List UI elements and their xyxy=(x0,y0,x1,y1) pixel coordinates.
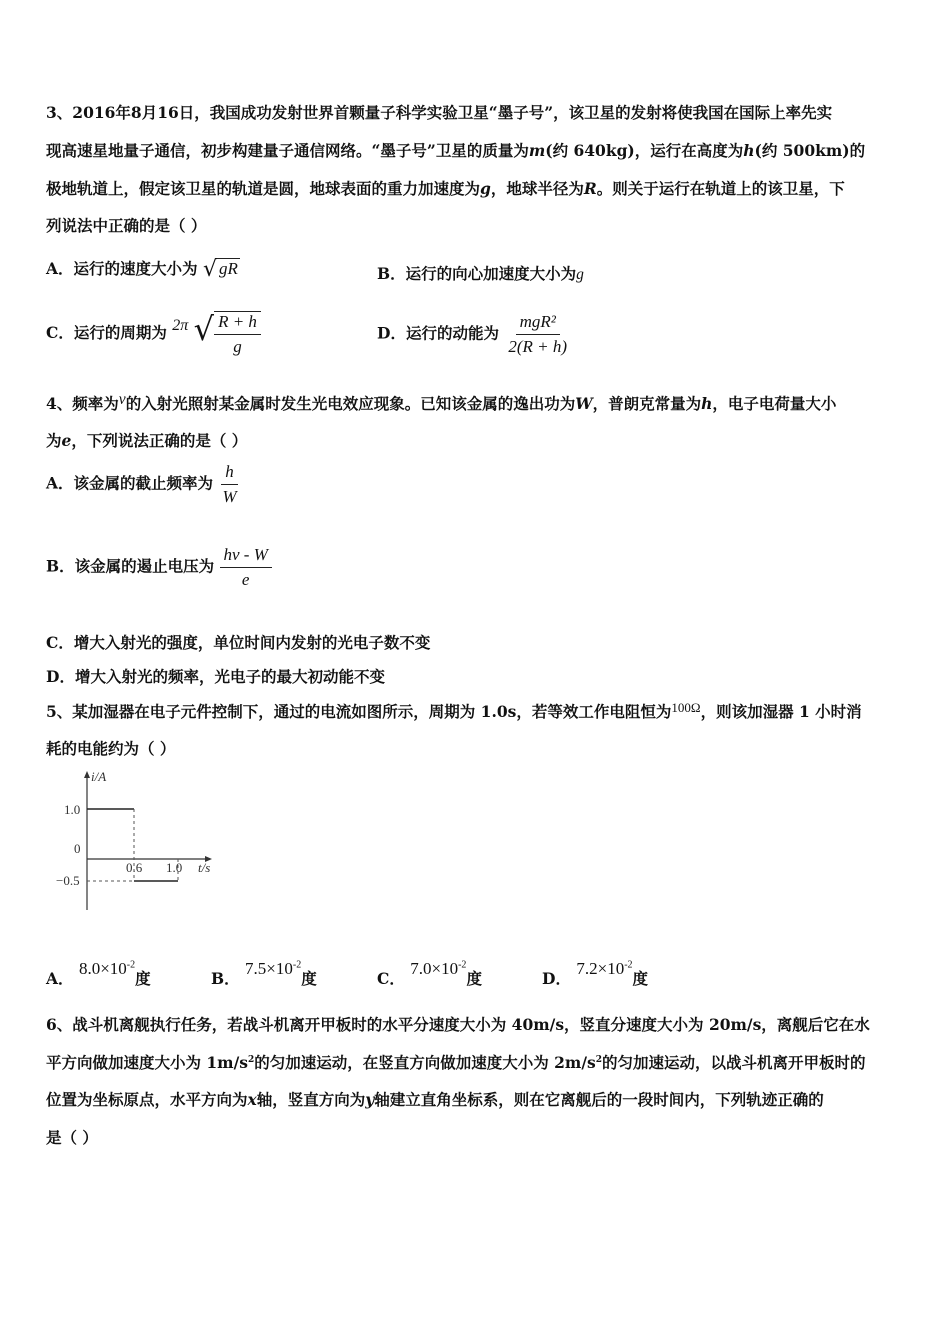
q6-line-2: 平方向做加速度大小为 $1m/s^2$的匀加速运动，在竖直方向做加速度大小为 $2m/s^2$的匀加速运动，以战斗机离开甲板时的 xyxy=(46,1053,866,1072)
q5-line-1: 5、某加湿器在电子元件控制下，通过的电流如图所示，周期为 1.0s，若等效工作电阻恒为$^{100\Omega}$，则该加湿器 1 小时消 xyxy=(46,700,862,721)
q5-option-b[interactable]: B． $7.5\times 10^{-2}$度 xyxy=(211,959,317,988)
y-tick-top: 1.0 xyxy=(64,802,81,817)
q4-option-d[interactable]: D．增大入射光的频率，光电子的最大初动能不变 xyxy=(46,667,385,686)
q5-option-d[interactable]: D． $7.2\times 10^{-2}$度 xyxy=(542,959,649,988)
q3-line-3: 极地轨道上，假定该卫星的轨道是圆，地球表面的重力加速度为g，地球半径为R。则关于运行在轨道上的该卫星，下 xyxy=(46,179,845,198)
q4-option-a-fraction: $\frac{h}{W}$ xyxy=(222,462,237,506)
x-tick-1: 0.6 xyxy=(126,860,143,875)
q3-option-b[interactable]: B．运行的向心加速度大小为g xyxy=(377,264,584,283)
q3-line-4: 列说法中正确的是（ ） xyxy=(46,216,207,235)
q4-line-2: 为e，下列说法正确的是（ ） xyxy=(46,431,248,450)
q3-option-d-fraction: $\frac{\text{mgR²}}{2(R + h)}$ xyxy=(508,312,568,356)
y-axis-arrow xyxy=(84,771,90,778)
q4-option-b-fraction: $\frac{h\nu - W}{e}$ xyxy=(220,545,272,590)
q3-option-a[interactable]: A．运行的速度大小为 √ gR xyxy=(46,257,238,282)
y-tick-zero: 0 xyxy=(74,841,81,856)
sqrt-symbol: √ xyxy=(193,310,215,348)
current-time-graph xyxy=(50,765,230,915)
q3-option-a-expr: gR xyxy=(218,259,238,278)
x-tick-2: 1.0 xyxy=(166,860,183,875)
sqrt-symbol: √ xyxy=(202,257,217,282)
q4-option-c[interactable]: C．增大入射光的强度，单位时间内发射的光电子数不变 xyxy=(46,633,431,652)
q4-option-a[interactable]: A．该金属的截止频率为 $\frac{h}{W}$ xyxy=(46,462,241,507)
q6-line-3: 位置为坐标原点，水平方向为x轴，竖直方向为y轴建立直角坐标系，则在它离舰后的一段时间内，下列轨迹正确的 xyxy=(46,1090,824,1109)
q6-line-1: 6、战斗机离舰执行任务，若战斗机离开甲板时的水平分速度大小为 40m/s，竖直分速度大小为 20m/s，离舰后它在水 xyxy=(46,1015,870,1034)
q5-option-a[interactable]: A． $8.0\times 10^{-2}$度 xyxy=(46,959,151,988)
q4-line-1: 4、频率为ν的入射光照射某金属时发生光电效应现象。已知该金属的逸出功为W，普朗克常量为h，电子电荷量大小 xyxy=(46,391,837,413)
y-tick-neg: −0.5 xyxy=(56,873,80,888)
q3-line-2: 现高速星地量子通信，初步构建量子通信网络。“墨子号”卫星的质量为m(约 640kg)，运行在高度为h(约 500km)的 xyxy=(46,141,866,160)
q3-option-c[interactable]: C．运行的周期为 2π √ $\frac{R + h}{g}$ xyxy=(46,310,261,357)
q3-line-1: 3、2016年8月16日，我国成功发射世界首颗量子科学实验卫星“墨子号”，该卫星的发射将使我国在国际上率先实 xyxy=(46,103,833,122)
q3-option-c-fraction: $\frac{R + h}{g}$ xyxy=(214,311,261,357)
q5-line-2: 耗的电能约为（ ） xyxy=(46,739,176,758)
x-axis-label: t/s xyxy=(198,860,211,875)
q5-option-c[interactable]: C． $7.0\times 10^{-2}$度 xyxy=(377,959,482,988)
q4-option-b[interactable]: B．该金属的遏止电压为 $\frac{h\nu - W}{e}$ xyxy=(46,545,272,590)
q3-option-d[interactable]: D．运行的动能为 $\frac{\text{mgR²}}{2(R + h)}$ xyxy=(377,312,571,357)
y-axis-label: i/A xyxy=(91,769,107,784)
q6-line-4: 是（ ） xyxy=(46,1128,98,1147)
